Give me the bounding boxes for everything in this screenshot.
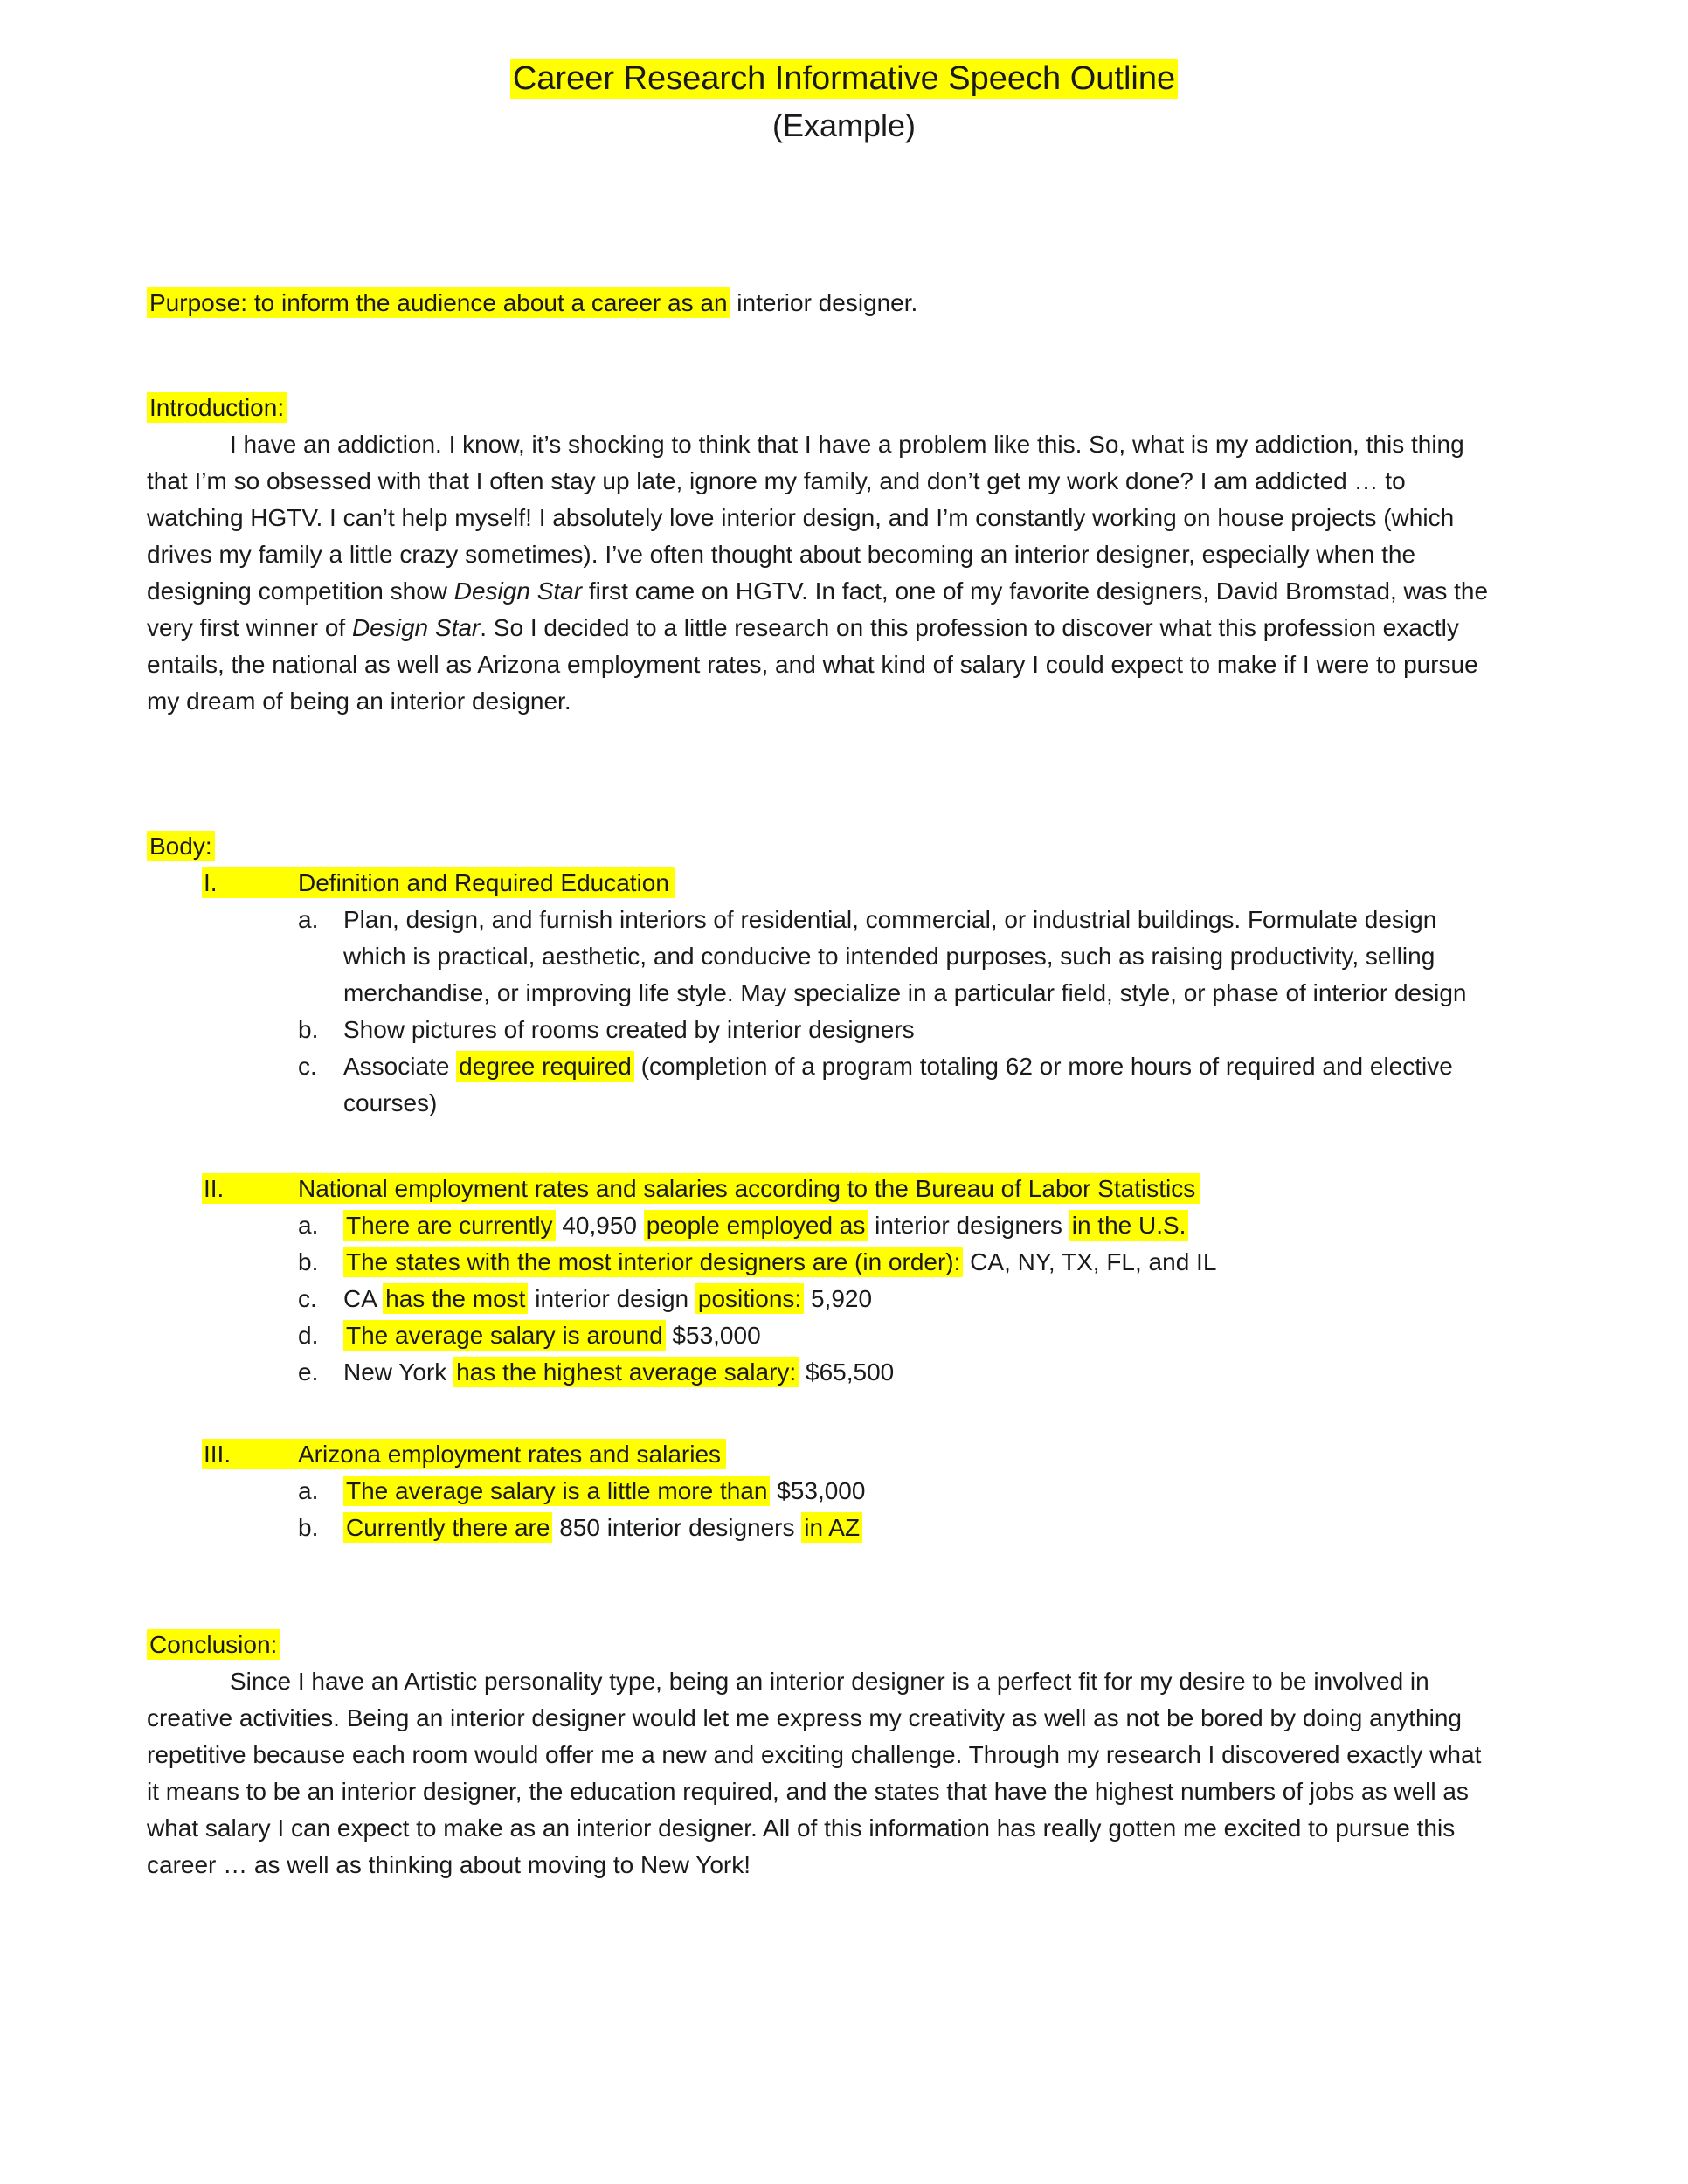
section-heading [147, 865, 1494, 902]
section-heading [147, 1171, 1494, 1207]
text-run: 40,950 [555, 1212, 644, 1239]
introduction-heading [147, 390, 1494, 426]
section-title: Arizona employment rates and salaries [298, 1441, 722, 1468]
outline-item-a [298, 1473, 1494, 1510]
outline-item-a [298, 902, 1494, 1012]
text-run: interior design [528, 1285, 695, 1312]
highlighted-text-run: degree required [456, 1051, 634, 1082]
section-heading-highlight [202, 1439, 726, 1469]
highlighted-text-run: The average salary is a little more than [343, 1476, 770, 1506]
item-letter: a. [298, 906, 319, 933]
item-text [343, 1244, 1494, 1281]
outline-item-b [298, 1510, 1494, 1546]
item-letter: c. [298, 1053, 317, 1080]
highlighted-text-run: has the most [383, 1283, 528, 1314]
outline-item-c [298, 1281, 1494, 1317]
highlighted-text-run: in AZ [801, 1512, 862, 1543]
title-block [0, 56, 1688, 147]
introduction-paragraph [147, 426, 1494, 720]
item-letter: a. [298, 1212, 319, 1239]
outline-sections [147, 865, 1494, 1546]
highlighted-text-run: Career Research Informative Speech Outline [510, 59, 1178, 99]
item-text [343, 1012, 1494, 1048]
text-run: 850 interior designers [552, 1514, 802, 1541]
highlighted-text-run: positions: [695, 1283, 804, 1314]
highlighted-text-run: The average salary is around [343, 1320, 666, 1351]
section-items [147, 1207, 1494, 1391]
outline-item-b [298, 1244, 1494, 1281]
text-run: CA, NY, TX, FL, and IL [963, 1248, 1217, 1275]
item-letter: b. [298, 1514, 319, 1541]
item-letter: d. [298, 1322, 319, 1349]
outline-section-iii [147, 1436, 1494, 1546]
document-title [0, 56, 1688, 101]
highlighted-text-run: has the highest average salary: [453, 1357, 799, 1387]
purpose-line [147, 285, 1494, 321]
text-run: New York [343, 1358, 454, 1386]
outline-item-e [298, 1354, 1494, 1391]
highlighted-text-run: Body: [147, 831, 215, 861]
section-heading-highlight [202, 1173, 1200, 1204]
highlighted-text-run: people employed as [644, 1210, 868, 1241]
highlighted-text-run: Introduction: [147, 392, 287, 423]
outline-section-i [147, 865, 1494, 1122]
body-heading [147, 828, 1494, 865]
text-run: (completion of a program totaling 62 or more hours of required and elective courses) [343, 1053, 1453, 1116]
text-run: Plan, design, and furnish interiors of residential, commercial, or industrial buildings. Formulate design which is practical, aesthetic, and conducive to intended purposes, such as raising productivity, selling merchandise, or improving life style. May specialize in a particular field, style, or phase of interior design [343, 906, 1467, 1006]
text-run: Associate [343, 1053, 457, 1080]
conclusion-heading [147, 1627, 1494, 1663]
section-items [147, 1473, 1494, 1546]
outline-item-c [298, 1048, 1494, 1122]
section-title: Definition and Required Education [298, 869, 669, 896]
item-text [343, 1317, 1494, 1354]
section-numeral: I. [204, 869, 218, 896]
outline-item-b [298, 1012, 1494, 1048]
item-letter: b. [298, 1016, 319, 1043]
item-text [343, 1354, 1494, 1391]
item-text [343, 1207, 1494, 1244]
item-text [343, 1281, 1494, 1317]
item-text [343, 1048, 1494, 1122]
text-run: Show pictures of rooms created by interior designers [343, 1016, 915, 1043]
item-letter: b. [298, 1248, 319, 1275]
text-run: $53,000 [665, 1322, 761, 1349]
section-numeral: III. [204, 1441, 232, 1468]
text-run: I have an addiction. I know, it’s shocking to think that I have a problem like this. So, what is my addiction, this thing that I’m so obsessed with that I often stay up late, ignore my family, and don’t get my work done? I am addicted … to watching HGTV. I can’t help myself! I absolutely love interior design, and I’m constantly working on house projects (which drives my family a little crazy sometimes). I’ve often thought about becoming an interior designer, especially when the designing competition show [147, 431, 1464, 605]
section-heading [147, 1436, 1494, 1473]
conclusion-paragraph [147, 1663, 1494, 1883]
item-text [343, 1473, 1494, 1510]
highlighted-text-run: Purpose: to inform the audience about a career as an [147, 287, 730, 318]
text-run: $53,000 [770, 1477, 866, 1504]
text-run: . So I decided to a little research on this profession to discover what this profession exactly entails, the national as well as Arizona employment rates, and what kind of salary I could expect to make if I were to pursue my dream of being an interior designer. [147, 614, 1478, 715]
outline-section-ii [147, 1171, 1494, 1391]
outline-item-d [298, 1317, 1494, 1354]
item-letter: e. [298, 1358, 319, 1386]
text-run: first came on HGTV. In fact, one of my favorite designers, David Bromstad, was the very first winner of [147, 577, 1489, 641]
text-run: 5,920 [804, 1285, 873, 1312]
section-items [147, 902, 1494, 1122]
item-letter: c. [298, 1285, 317, 1312]
section-title: National employment rates and salaries according to the Bureau of Labor Statistics [298, 1175, 1196, 1202]
highlighted-text-run: Conclusion: [147, 1629, 280, 1660]
item-letter: a. [298, 1477, 319, 1504]
section-numeral: II. [204, 1175, 225, 1202]
document-subtitle: (Example) [771, 107, 917, 143]
text-run: Design Star [453, 577, 583, 605]
text-run: CA [343, 1285, 384, 1312]
item-text [343, 902, 1494, 1012]
text-run: interior designers [868, 1212, 1069, 1239]
highlighted-text-run: Currently there are [343, 1512, 552, 1543]
text-run: interior designer. [730, 289, 918, 316]
highlighted-text-run: in the U.S. [1069, 1210, 1189, 1241]
item-text [343, 1510, 1494, 1546]
outline-item-a [298, 1207, 1494, 1244]
section-heading-highlight [202, 867, 675, 898]
highlighted-text-run: There are currently [343, 1210, 556, 1241]
text-run: $65,500 [799, 1358, 895, 1386]
text-run: Since I have an Artistic personality type, being an interior designer is a perfect fit for my desire to be involved in creative activities. Being an interior designer would let me express my creativity as well as not be bored by doing anything repetitive because each room would offer me a new and exciting challenge. Through my research I discovered exactly what it means to be an interior designer, the education required, and the states that have the highest numbers of jobs as well as what salary I can expect to make as an interior designer. All of this information has really gotten me excited to pursue this career … as well as thinking about moving to New York! [147, 1668, 1482, 1878]
text-run: Design Star [351, 614, 481, 641]
highlighted-text-run: The states with the most interior designers are (in order): [343, 1247, 963, 1277]
